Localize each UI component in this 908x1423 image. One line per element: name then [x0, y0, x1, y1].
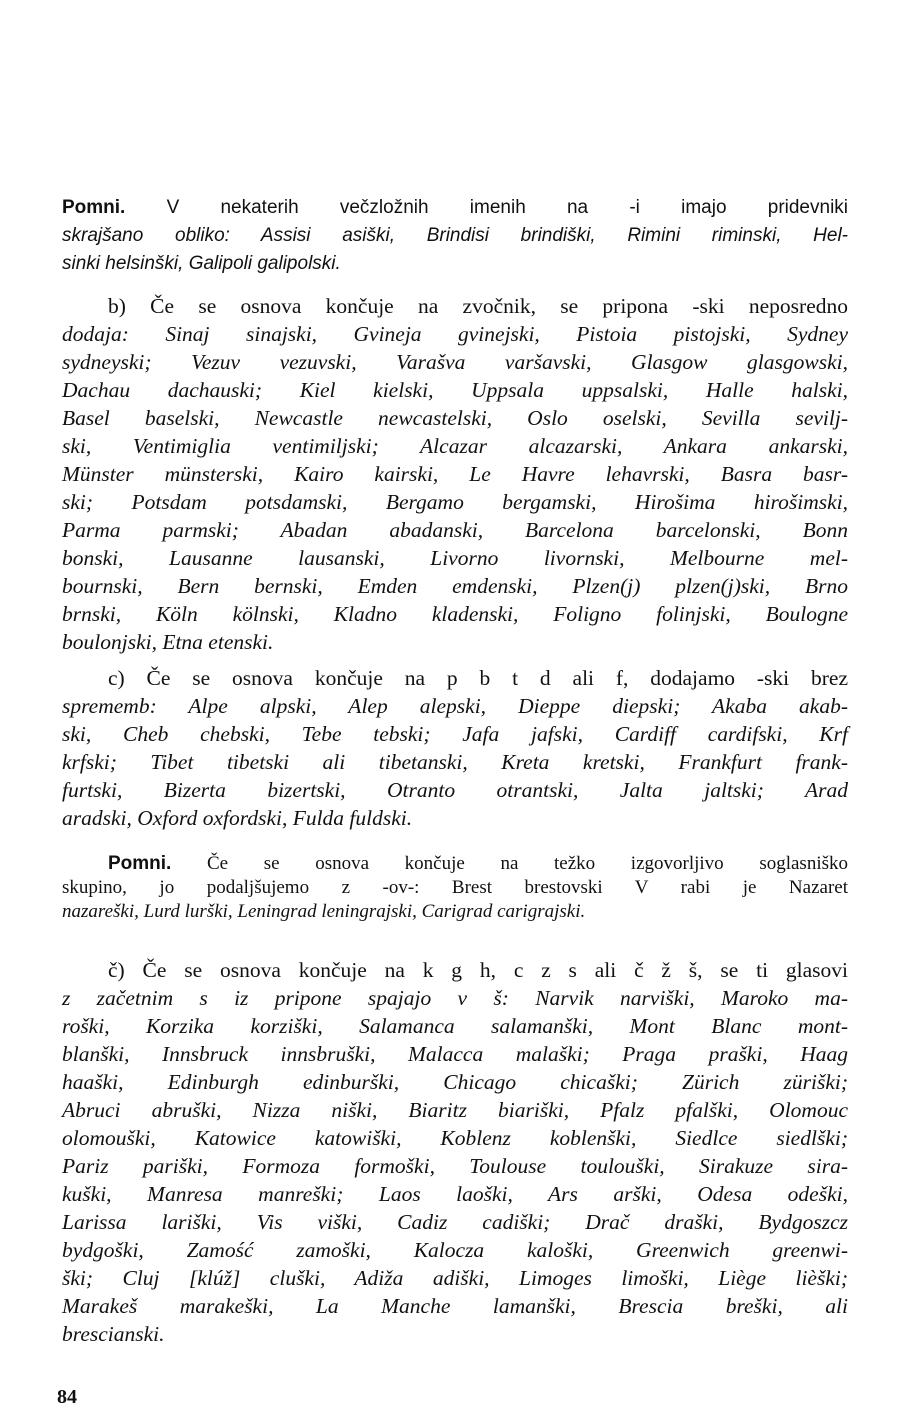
paragraph-b-line: Münster münsterski, Kairo kairski, Le Havre lehavrski, Basra basr-: [62, 462, 848, 486]
paragraph-ch-line: olomouški, Katowice katowiški, Koblenz koblenški, Siedlce siedlški;: [62, 1126, 848, 1150]
paragraph-b-line: brnski, Köln kölnski, Kladno kladenski, Foligno folinjski, Boulogne: [62, 602, 848, 626]
paragraph-c-line: sprememb: Alpe alpski, Alep alepski, Dieppe diepski; Akaba akab-: [62, 694, 848, 718]
paragraph-ch-line: Abruci abruški, Nizza niški, Biaritz biariški, Pfalz pfalški, Olomouc: [62, 1098, 848, 1122]
paragraph-b-line: sydneyski; Vezuv vezuvski, Varašva varšavski, Glasgow glasgowski,: [62, 350, 848, 374]
note-text: V nekaterih večzložnih imenih na -i imajo pridevniki: [166, 197, 849, 218]
paragraph-ch-line: Marakeš marakeški, La Manche lamanški, Brescia breški, ali: [62, 1294, 848, 1318]
paragraph-b-line: Parma parmski; Abadan abadanski, Barcelona barcelonski, Bonn: [62, 518, 848, 542]
paragraph-c-line: c) Če se osnova končuje na p b t d ali f, dodajamo -ski brez: [108, 666, 848, 690]
note-line-3: sinki helsinški, Galipoli galipolski.: [62, 253, 341, 274]
paragraph-c-line: krfski; Tibet tibetski ali tibetanski, Kreta kretski, Frankfurt frank-: [62, 750, 848, 774]
paragraph-ch-line: bydgoški, Zamość zamoški, Kalocza kaloški, Greenwich greenwi-: [62, 1238, 848, 1262]
note2-line-1: [62, 852, 848, 876]
note-label: Pomni.: [62, 197, 126, 218]
paragraph-b-line: ski; Potsdam potsdamski, Bergamo bergamski, Hirošima hirošimski,: [62, 490, 848, 514]
paragraph-b-line: bonski, Lausanne lausanski, Livorno livornski, Melbourne mel-: [62, 546, 848, 570]
paragraph-c-line: ski, Cheb chebski, Tebe tebski; Jafa jafski, Cardiff cardifski, Krf: [62, 722, 848, 746]
paragraph-ch-line: kuški, Manresa manreški; Laos laoški, Ars arški, Odesa odeški,: [62, 1182, 848, 1206]
paragraph-ch-line: ški; Cluj [klúž] cluški, Adiža adiški, Limoges limoški, Liège lièški;: [62, 1266, 848, 1290]
paragraph-ch-line: z začetnim s iz pripone spajajo v š: Narvik narviški, Maroko ma-: [62, 986, 848, 1010]
paragraph-ch-line: č) Če se osnova končuje na k g h, c z s ali č ž š, se ti glasovi: [108, 958, 848, 982]
paragraph-ch-line: roški, Korzika korziški, Salamanca salamanški, Mont Blanc mont-: [62, 1014, 848, 1038]
note-label: Pomni.: [108, 853, 172, 874]
note2-line-3: nazareški, Lurd lurški, Leningrad leningrajski, Carigrad carigrajski.: [62, 901, 586, 922]
paragraph-c-line: furtski, Bizerta bizertski, Otranto otrantski, Jalta jaltski; Arad: [62, 778, 848, 802]
note-text: Če se osnova končuje na težko izgovorljivo soglasniško: [206, 853, 848, 874]
page-number: 84: [57, 1386, 77, 1408]
paragraph-ch-line: haaški, Edinburgh edinburški, Chicago chicaški; Zürich züriški;: [62, 1070, 848, 1094]
paragraph-b-line: boulonjski, Etna etenski.: [62, 630, 274, 654]
paragraph-b-line: b) Če se osnova končuje na zvočnik, se pripona -ski neposredno: [108, 294, 848, 318]
paragraph-ch-line: Pariz pariški, Formoza formoški, Toulouse toulouški, Sirakuze sira-: [62, 1154, 848, 1178]
paragraph-b-line: ski, Ventimiglia ventimiljski; Alcazar alcazarski, Ankara ankarski,: [62, 434, 848, 458]
paragraph-b-line: Basel baselski, Newcastle newcastelski, Oslo oselski, Sevilla sevilj-: [62, 406, 848, 430]
paragraph-b-line: dodaja: Sinaj sinajski, Gvineja gvinejski, Pistoia pistojski, Sydney: [62, 322, 848, 346]
paragraph-ch-line: brescianski.: [62, 1322, 165, 1346]
paragraph-ch-line: blanški, Innsbruck innsbruški, Malacca malaški; Praga praški, Haag: [62, 1042, 848, 1066]
note-line-1: [62, 194, 848, 222]
paragraph-c-line: aradski, Oxford oxfordski, Fulda fuldski.: [62, 806, 413, 830]
paragraph-ch-line: Larissa lariški, Vis viški, Cadiz cadiški; Drač draški, Bydgoszcz: [62, 1210, 848, 1234]
paragraph-b-line: bournski, Bern bernski, Emden emdenski, Plzen(j) plzen(j)ski, Brno: [62, 574, 848, 598]
paragraph-b-line: Dachau dachauski; Kiel kielski, Uppsala uppsalski, Halle halski,: [62, 378, 848, 402]
note-line-2: skrajšano obliko: Assisi asiški, Brindisi brindiški, Rimini riminski, Hel-: [62, 225, 848, 246]
note2-line-2: skupino, jo podaljšujemo z -ov-: Brest brestovski V rabi je Nazaret: [62, 877, 848, 898]
